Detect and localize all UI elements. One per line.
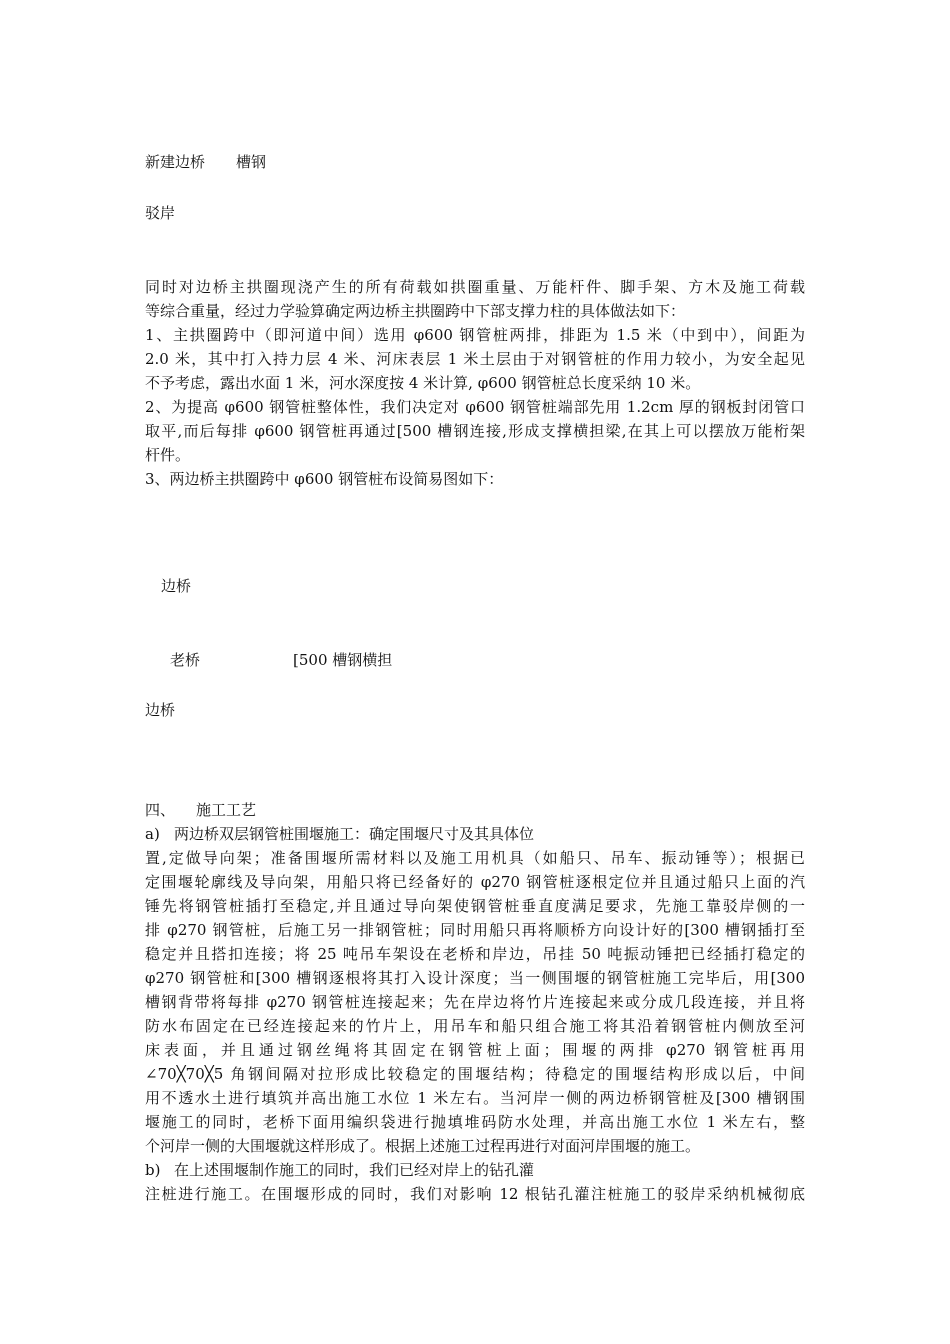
label-old-bridge: 老桥 <box>170 651 201 669</box>
paragraph-line: 床表面，并且通过钢丝绳将其固定在钢管桩上面；围堰的两排 φ270 钢管桩再用 <box>145 1041 805 1059</box>
paragraph-line: 杆件。 <box>145 446 191 464</box>
paragraph-line: 等综合重量，经过力学验算确定两边桥主拱圈跨中下部支撑力柱的具体做法如下： <box>145 302 686 320</box>
paragraph-line: 防水布固定在已经连接起来的竹片上，用吊车和船只组合施工将其沿着钢管桩内侧放至河 <box>145 1017 805 1035</box>
paragraph-line: 稳定并且搭扣连接；将 25 吨吊车架设在老桥和岸边，吊挂 50 吨振动锤把已经插打稳定的 <box>145 945 805 963</box>
paragraph-line: ∠70╳70╳5 角钢间隔对拉形成比较稳定的围堰结构；待稳定的围堰结构形成以后，中间 <box>145 1065 805 1083</box>
paragraph-line: 锤先将钢管桩插打至稳定,并且通过导向架使钢管桩垂直度满足要求，先施工靠驳岸侧的一 <box>145 897 805 915</box>
paragraph-line: 排 φ270 钢管桩，后施工另一排钢管桩；同时用船只再将顺桥方向设计好的[300 槽钢插打至 <box>145 921 805 939</box>
label-channel-steel-beam: [500 槽钢横担 <box>293 651 393 669</box>
paragraph-line: 堰施工的同时，老桥下面用编织袋进行抛填堆码防水处理，并高出施工水位 1 米左右，整 <box>145 1113 805 1131</box>
paragraph-line: φ270 钢管桩和[300 槽钢逐根将其打入设计深度；当一侧围堰的钢管桩施工完毕后，用[300 <box>145 969 805 987</box>
paragraph-line: 2、为提高 φ600 钢管桩整体性，我们决定对 φ600 钢管桩端部先用 1.2cm 厚的钢板封闭管口 <box>145 398 805 416</box>
section-number: 四、 <box>145 801 176 819</box>
paragraph-line: 用不透水土进行填筑并高出施工水位 1 米左右。当河岸一侧的两边桥钢管桩及[300 槽钢围 <box>145 1089 805 1107</box>
paragraph-line: 2.0 米，其中打入持力层 4 米、河床表层 1 米土层由于对钢管桩的作用力较小，为安全起见 <box>145 350 805 368</box>
label-side-bridge-top: 边桥 <box>161 577 192 595</box>
paragraph-line: 注桩进行施工。在围堰形成的同时，我们对影响 12 根钻孔灌注桩施工的驳岸采纳机械彻底 <box>145 1185 805 1203</box>
label-side-bridge-bottom: 边桥 <box>145 701 176 719</box>
label-channel-steel: 槽钢 <box>236 153 267 171</box>
paragraph-line: 同时对边桥主拱圈现浇产生的所有荷载如拱圈重量、万能杆件、脚手架、方木及施工荷载 <box>145 278 805 296</box>
section-heading: 施工工艺 <box>196 801 257 819</box>
item-b-title: 在上述围堰制作施工的同时，我们已经对岸上的钻孔灌 <box>174 1161 535 1179</box>
paragraph-line: 3、两边桥主拱圈跨中 φ600 钢管桩布设简易图如下： <box>145 470 504 488</box>
item-a-title: 两边桥双层钢管桩围堰施工：确定围堰尺寸及其具体位 <box>174 825 535 843</box>
paragraph-line: 不予考虑，露出水面 1 米，河水深度按 4 米计算, φ600 钢管桩总长度采纳 10 米。 <box>145 374 701 392</box>
list-marker-b: b) <box>145 1161 161 1179</box>
paragraph-line: 定围堰轮廓线及导向架，用船只将已经备好的 φ270 钢管桩逐根定位并且通过船只上面的汽 <box>145 873 805 891</box>
label-revetment: 驳岸 <box>145 204 176 222</box>
paragraph-line: 1、主拱圈跨中（即河道中间）选用 φ600 钢管桩两排，排距为 1.5 米（中到中），间距为 <box>145 326 805 344</box>
paragraph-line: 个河岸一侧的大围堰就这样形成了。根据上述施工过程再进行对面河岸围堰的施工。 <box>145 1137 701 1155</box>
paragraph-line: 置,定做导向架；准备围堰所需材料以及施工用机具（如船只、吊车、振动锤等）；根据已 <box>145 849 805 867</box>
list-marker-a: a) <box>145 825 160 843</box>
paragraph-line: 槽钢背带将每排 φ270 钢管桩连接起来；先在岸边将竹片连接起来或分成几段连接，并且将 <box>145 993 805 1011</box>
label-new-side-bridge: 新建边桥 <box>145 153 206 171</box>
paragraph-line: 取平,而后每排 φ600 钢管桩再通过[500 槽钢连接,形成支撑横担梁,在其上可以摆放万能桁架 <box>145 422 805 440</box>
